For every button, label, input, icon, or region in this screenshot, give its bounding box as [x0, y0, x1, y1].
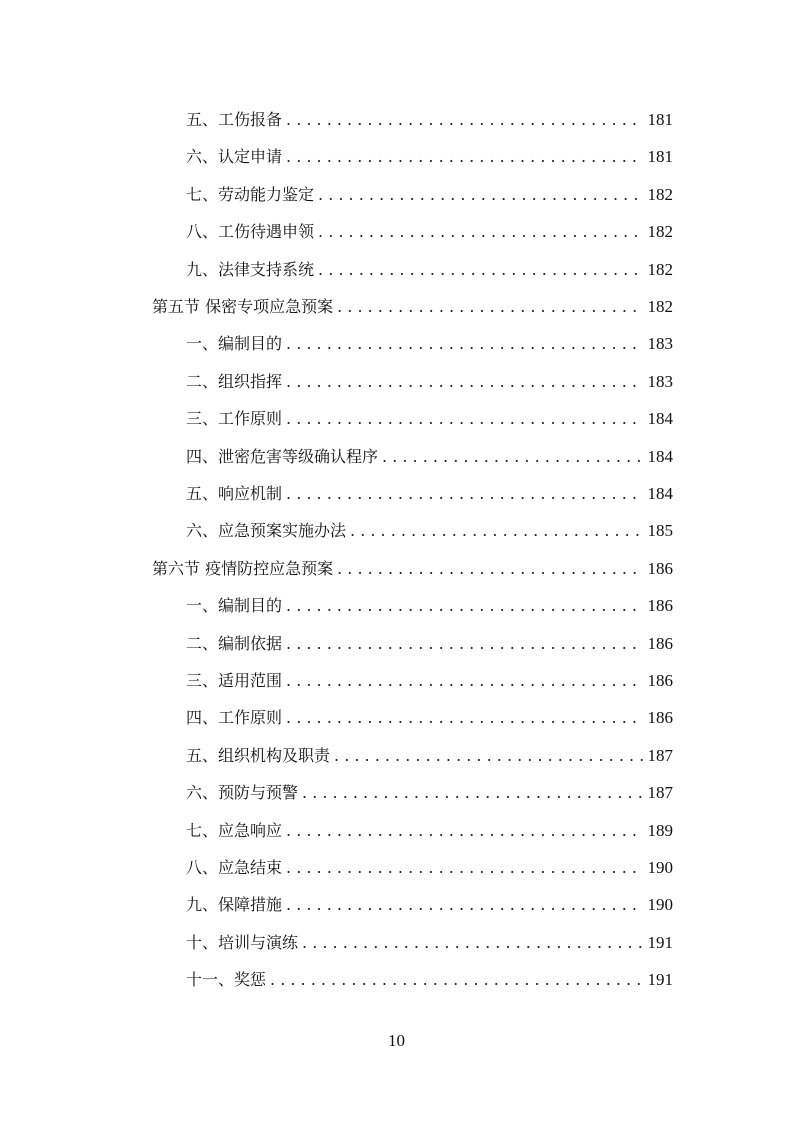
- dot-leader: [282, 706, 643, 730]
- toc-entry-page: 182: [647, 222, 673, 242]
- dot-leader: [282, 819, 643, 843]
- dot-leader: [298, 781, 643, 805]
- toc-entry[interactable]: [186, 744, 673, 768]
- toc-entry-page: 181: [647, 110, 673, 129]
- toc-entry-title: 三、工作原则: [186, 409, 283, 429]
- toc-entry-page: 181: [647, 147, 673, 167]
- dot-leader: [282, 332, 643, 356]
- toc-entry[interactable]: [186, 632, 673, 656]
- toc-entry-page: 187: [647, 745, 673, 765]
- toc-entry-page: 187: [647, 783, 673, 803]
- page-number: 10: [388, 1031, 405, 1050]
- toc-entry-page: 183: [647, 371, 673, 391]
- toc-entry[interactable]: [186, 108, 673, 132]
- toc-entry-title: 二、编制依据: [186, 633, 283, 653]
- toc-entry-title: 八、应急结束: [186, 858, 283, 877]
- toc-entry[interactable]: [186, 968, 673, 992]
- dot-leader: [346, 519, 643, 543]
- dot-leader: [282, 669, 643, 693]
- toc-entry-page: 186: [647, 558, 673, 578]
- toc-entry-title: 第六节 疫情防控应急预案: [152, 558, 334, 578]
- toc-section-entry[interactable]: [152, 295, 673, 319]
- dot-leader: [333, 295, 643, 319]
- toc-entry-title: 九、保障措施: [186, 895, 283, 915]
- toc-entry[interactable]: [186, 781, 673, 805]
- toc-entry-title: 一、编制目的: [186, 596, 283, 616]
- toc-entry[interactable]: [186, 332, 673, 356]
- toc-entry-page: 191: [647, 970, 673, 990]
- dot-leader: [314, 220, 643, 244]
- toc-entry-title: 二、组织指挥: [186, 371, 283, 391]
- toc-entry-page: 182: [647, 259, 673, 279]
- dot-leader: [378, 445, 643, 469]
- toc-entry-page: 190: [647, 858, 673, 877]
- toc-entry[interactable]: [186, 258, 673, 282]
- toc-entry-title: 第五节 保密专项应急预案: [152, 297, 334, 316]
- toc-entry-title: 六、预防与预警: [186, 783, 299, 803]
- dot-leader: [330, 744, 643, 768]
- dot-leader: [282, 145, 643, 169]
- toc-section-entry[interactable]: [152, 557, 673, 581]
- dot-leader: [314, 183, 643, 207]
- toc-entry-page: 186: [647, 671, 673, 690]
- toc-entry-title: 五、响应机制: [186, 484, 283, 503]
- dot-leader: [282, 893, 643, 917]
- toc-entry-page: 185: [647, 521, 673, 541]
- toc-entry-title: 一、编制目的: [186, 334, 283, 354]
- toc-entry[interactable]: [186, 893, 673, 917]
- dot-leader: [282, 370, 643, 394]
- toc-entry-title: 七、应急响应: [186, 820, 283, 840]
- dot-leader: [282, 632, 643, 656]
- toc-entry-title: 八、工伤待遇申领: [186, 222, 315, 242]
- toc-entry-page: 184: [647, 446, 673, 466]
- toc-entry[interactable]: [186, 220, 673, 244]
- dot-leader: [266, 968, 643, 992]
- toc-entry-page: 190: [647, 895, 673, 915]
- toc-entry-title: 六、认定申请: [186, 147, 283, 167]
- dot-leader: [333, 557, 643, 581]
- dot-leader: [282, 407, 643, 431]
- dot-leader: [282, 856, 643, 880]
- toc-entry[interactable]: [186, 183, 673, 207]
- toc-entry[interactable]: [186, 931, 673, 955]
- toc-entry-title: 九、法律支持系统: [186, 259, 315, 279]
- toc-entry-page: 191: [647, 932, 673, 952]
- toc-entry-title: 五、组织机构及职责: [186, 745, 331, 765]
- toc-entry-title: 三、适用范围: [186, 671, 283, 690]
- toc-entry-page: 184: [647, 484, 673, 503]
- toc-entry-page: 186: [647, 596, 673, 616]
- toc-entry[interactable]: [186, 407, 673, 431]
- toc-entry-title: 四、工作原则: [186, 708, 283, 728]
- toc-entry-page: 182: [647, 184, 673, 204]
- toc-entry[interactable]: [186, 856, 673, 880]
- toc-entry[interactable]: [186, 370, 673, 394]
- toc-entry-page: 186: [647, 633, 673, 653]
- toc-entry[interactable]: [186, 706, 673, 730]
- toc-entry-page: 189: [647, 820, 673, 840]
- toc-entry-title: 六、应急预案实施办法: [186, 521, 347, 541]
- toc-entry-title: 五、工伤报备: [186, 110, 283, 129]
- toc-entry[interactable]: [186, 519, 673, 543]
- toc-entry-page: 182: [647, 297, 673, 316]
- dot-leader: [314, 258, 643, 282]
- toc-entry[interactable]: [186, 669, 673, 693]
- dot-leader: [282, 108, 643, 132]
- dot-leader: [282, 482, 643, 506]
- toc-entry[interactable]: [186, 445, 673, 469]
- toc-entry-title: 十一、奖惩: [186, 970, 267, 990]
- toc-entry-title: 七、劳动能力鉴定: [186, 184, 315, 204]
- dot-leader: [282, 594, 643, 618]
- toc-entry-page: 183: [647, 334, 673, 354]
- toc-entry-title: 十、培训与演练: [186, 932, 299, 952]
- toc-entry[interactable]: [186, 145, 673, 169]
- toc-entry[interactable]: [186, 594, 673, 618]
- dot-leader: [298, 931, 643, 955]
- toc-entry[interactable]: [186, 819, 673, 843]
- toc-entry-title: 四、泄密危害等级确认程序: [186, 446, 379, 466]
- toc-entry-page: 186: [647, 708, 673, 728]
- toc-entry-page: 184: [647, 409, 673, 429]
- toc-entry[interactable]: [186, 482, 673, 506]
